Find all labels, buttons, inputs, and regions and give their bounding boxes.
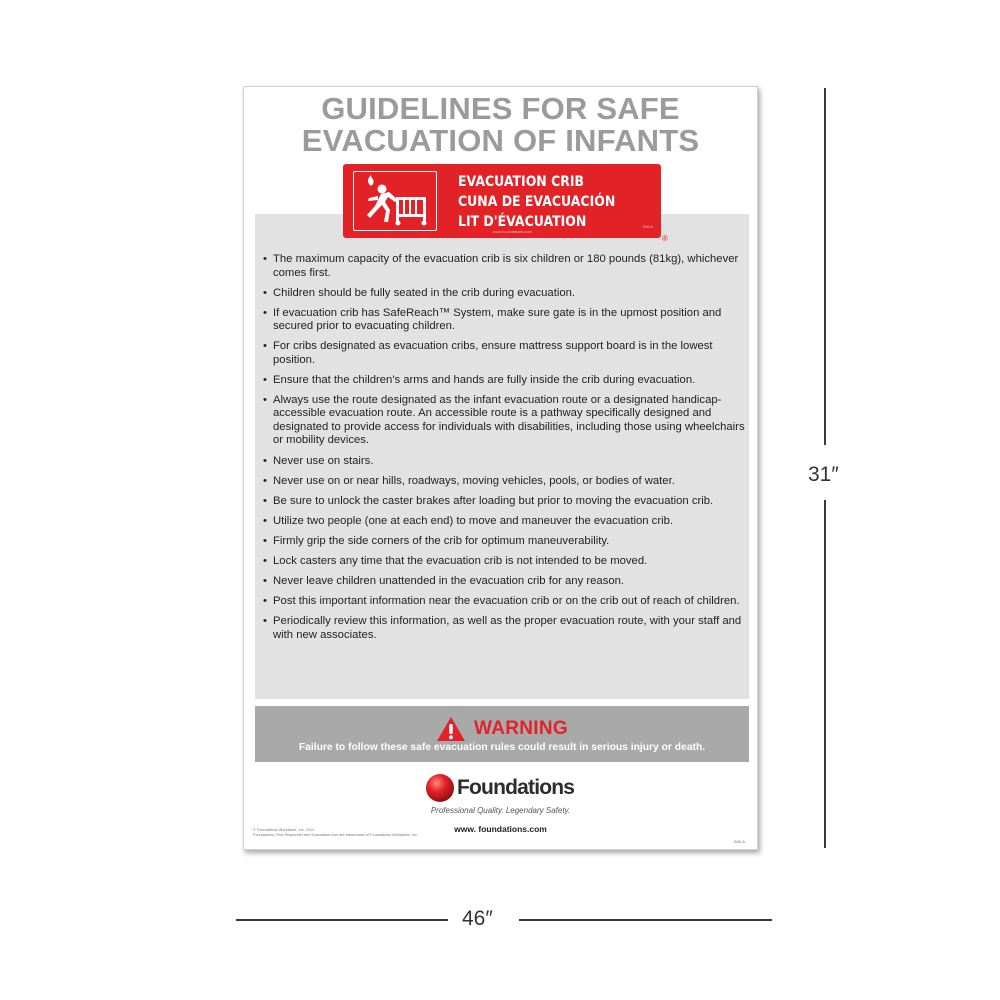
sign-line-english: EVACUATION CRIB	[458, 174, 584, 190]
fine-print	[253, 828, 418, 838]
height-dimension-line-top	[824, 88, 826, 445]
list-item: • Never leave children unattended in the evacuation crib for any reason.	[261, 575, 747, 589]
list-item: • Post this important information near the evacuation crib or on the crib out of reach of children.	[261, 595, 747, 609]
brand-tagline: Professional Quality. Legendary Safety.	[430, 806, 571, 815]
website-link[interactable]: www. foundations.com	[454, 824, 547, 834]
evacuation-guidelines-poster	[243, 86, 758, 850]
list-item: • For cribs designated as evacuation cribs, ensure mattress support board is in the lowest position.	[261, 340, 747, 367]
warning-label: WARNING	[474, 718, 568, 739]
sign-code: SA6-A	[642, 225, 653, 229]
warning-band	[255, 706, 749, 762]
list-item: • The maximum capacity of the evacuation crib is six children or 180 pounds (81kg), whichever comes first.	[261, 253, 747, 280]
list-item: • Always use the route designated as the infant evacuation route or a designated handicap-accessible evacuation route. An accessible route is a pathway specifically designed and designated to provide access for individuals with disabilities, including those using wheelchairs or mobility devices.	[261, 394, 747, 448]
registered-mark: ®	[662, 234, 668, 243]
list-item: • Periodically review this information, as well as the proper evacuation route, with your staff and with new associates.	[261, 615, 747, 642]
height-dimension-label: 31″	[808, 463, 839, 486]
list-item: • Children should be fully seated in the crib during evacuation.	[261, 287, 747, 301]
list-item: • If evacuation crib has SafeReach™ System, make sure gate is in the upmost position and secured prior to evacuating children.	[261, 307, 747, 334]
list-item: • Never use on stairs.	[261, 455, 747, 469]
list-item: • Firmly grip the side corners of the crib for optimum maneuverability.	[261, 535, 747, 549]
sign-line-french: LIT D'ÉVACUATION	[458, 214, 587, 230]
poster-title	[244, 93, 757, 157]
width-dimension-line-right	[519, 919, 772, 921]
product-code: SA6-A	[733, 839, 745, 844]
sign-url: www.foundations.com	[493, 229, 532, 234]
width-dimension-line-left	[236, 919, 448, 921]
warning-header	[255, 716, 749, 742]
evacuation-crib-sign	[343, 164, 661, 238]
trademark-text: Foundations, First Responder and Evacuation icon are trademarks of Foundations Worldwide, Inc.	[253, 833, 418, 837]
width-dimension-label: 46″	[462, 907, 493, 930]
list-item: • Lock casters any time that the evacuation crib is not intended to be moved.	[261, 555, 747, 569]
height-dimension-line-bottom	[824, 500, 826, 848]
list-item: • Utilize two people (one at each end) to move and maneuver the evacuation crib.	[261, 515, 747, 529]
sign-text	[458, 172, 615, 232]
title-line-2: EVACUATION OF INFANTS	[301, 123, 700, 158]
title-line-1: GUIDELINES FOR SAFE	[321, 91, 680, 126]
running-person-with-crib-icon	[353, 171, 437, 231]
foundations-logo	[425, 773, 574, 803]
warning-triangle-icon	[436, 716, 466, 742]
guidelines-list	[261, 253, 747, 649]
sign-line-spanish: CUNA DE EVACUACIÓN	[458, 194, 616, 210]
list-item: • Ensure that the children's arms and hands are fully inside the crib during evacuation.	[261, 374, 747, 388]
red-ball-logo-icon	[425, 773, 455, 803]
list-item: • Be sure to unlock the caster brakes after loading but prior to moving the evacuation crib.	[261, 495, 747, 509]
brand-name: Foundations	[457, 776, 575, 799]
list-item: • Never use on or near hills, roadways, moving vehicles, pools, or bodies of water.	[261, 475, 747, 489]
warning-text: Failure to follow these safe evacuation rules could result in serious injury or death.	[298, 742, 706, 753]
copyright-text: © Foundations Worldwide, Inc. 2012	[253, 828, 315, 832]
